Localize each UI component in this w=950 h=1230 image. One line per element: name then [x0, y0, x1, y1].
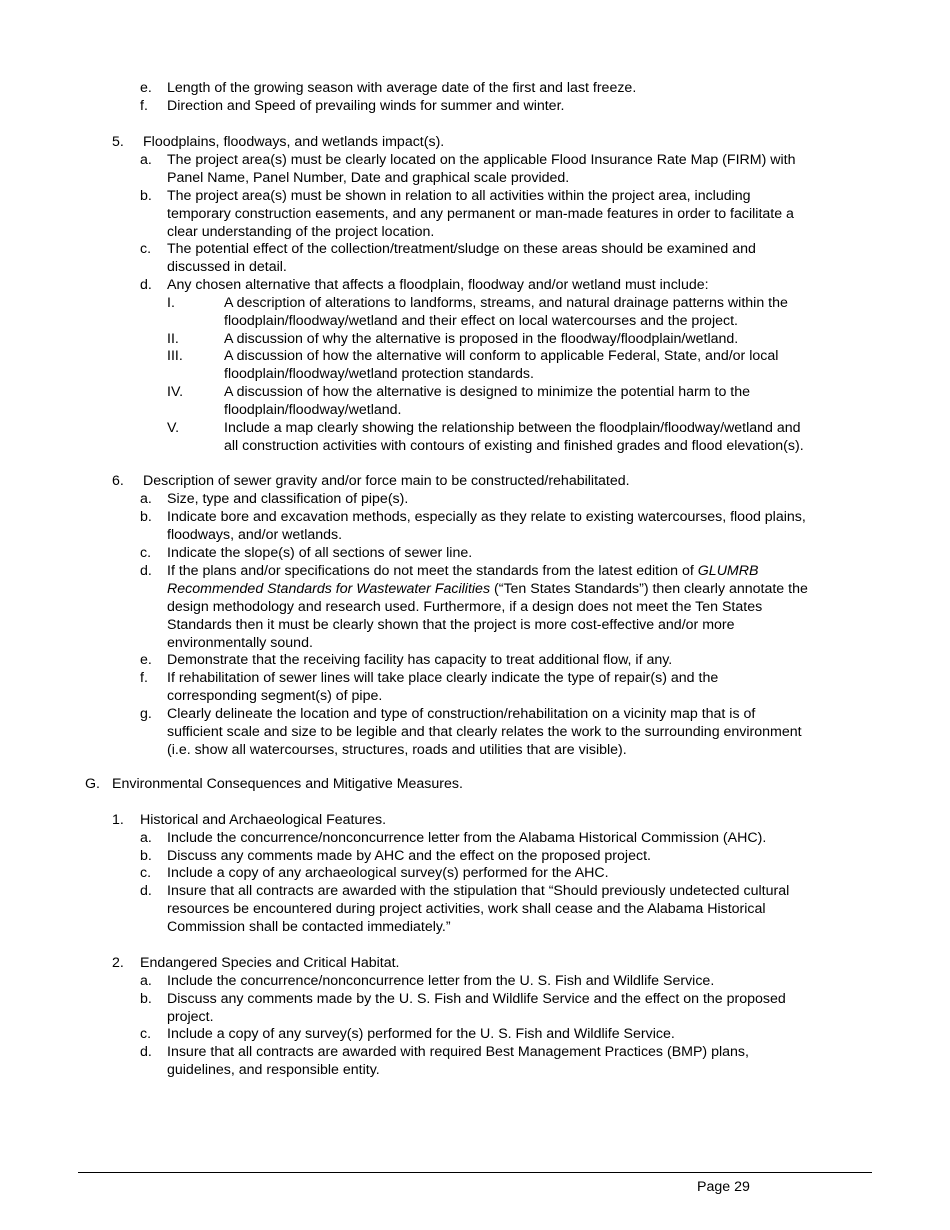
roman-marker: IV.	[167, 384, 184, 400]
item-text: The potential effect of the collection/treatment/sludge on these areas should be examined and	[167, 241, 756, 257]
item-marker: a.	[140, 830, 152, 846]
item-marker: b.	[140, 991, 152, 1007]
item-marker: b.	[140, 848, 152, 864]
item-text: resources be encountered during project activities, work shall cease and the Alabama Historical	[167, 901, 766, 917]
citation-title: GLUMRB	[697, 563, 759, 579]
item-text: Standards then it must be clearly shown that the project is more cost-effective and/or more	[167, 617, 735, 633]
item-text: floodplain/floodway/wetland.	[224, 402, 402, 418]
item-text: A discussion of why the alternative is proposed in the floodway/floodplain/wetland.	[224, 331, 739, 347]
item-text: A discussion of how the alternative is designed to minimize the potential harm to the	[224, 384, 751, 400]
item-text: Size, type and classification of pipe(s).	[167, 491, 409, 507]
item-text: corresponding segment(s) of pipe.	[167, 688, 383, 704]
item-text: Include the concurrence/nonconcurrence letter from the U. S. Fish and Wildlife Service.	[167, 973, 715, 989]
section-heading: Floodplains, floodways, and wetlands impact(s).	[143, 134, 445, 150]
item-text: Discuss any comments made by AHC and the effect on the proposed project.	[167, 848, 651, 864]
section-heading: Description of sewer gravity and/or force main to be constructed/rehabilitated.	[143, 473, 630, 489]
item-text: Include a map clearly showing the relationship between the floodplain/floodway/wetland and	[224, 420, 801, 436]
item-text: Panel Name, Panel Number, Date and graphical scale provided.	[167, 170, 570, 186]
item-text: guidelines, and responsible entity.	[167, 1062, 380, 1078]
item-text: Clearly delineate the location and type of construction/rehabilitation on a vicinity map that is of	[167, 706, 756, 722]
section-number: 1.	[112, 812, 124, 828]
section-letter: G.	[85, 776, 100, 792]
item-text: Indicate bore and excavation methods, especially as they relate to existing watercourses, flood plains,	[167, 509, 806, 525]
item-text: Demonstrate that the receiving facility has capacity to treat additional flow, if any.	[167, 652, 673, 668]
item-marker: c.	[140, 545, 152, 561]
item-text: A discussion of how the alternative will conform to applicable Federal, State, and/or local	[224, 348, 779, 364]
item-text: discussed in detail.	[167, 259, 287, 275]
item-text: design methodology and research used. Furthermore, if a design does not meet the Ten States	[167, 599, 763, 615]
item-text: temporary construction easements, and any permanent or man-made features in order to facilitate a	[167, 206, 794, 222]
citation-title: Recommended Standards for Wastewater Facilities	[167, 581, 491, 597]
item-text: The project area(s) must be shown in relation to all activities within the project area, including	[167, 188, 751, 204]
footer-divider	[78, 1172, 872, 1173]
item-text: Indicate the slope(s) of all sections of sewer line.	[167, 545, 473, 561]
section-number: 5.	[112, 134, 124, 150]
section-heading: Endangered Species and Critical Habitat.	[140, 955, 400, 971]
item-text: Discuss any comments made by the U. S. Fish and Wildlife Service and the effect on the proposed	[167, 991, 786, 1007]
item-text: sufficient scale and size to be legible and that clearly relates the work to the surrounding environment	[167, 724, 802, 740]
item-text: (i.e. show all watercourses, structures, roads and utilities that are visible).	[167, 742, 627, 758]
item-marker: a.	[140, 152, 152, 168]
item-marker: a.	[140, 973, 152, 989]
item-marker: d.	[140, 1044, 152, 1060]
item-text: floodways, and/or wetlands.	[167, 527, 343, 543]
item-text: project.	[167, 1009, 214, 1025]
item-marker: f.	[140, 670, 148, 686]
section-heading: Historical and Archaeological Features.	[140, 812, 387, 828]
item-marker: b.	[140, 188, 152, 204]
item-marker: d.	[140, 277, 152, 293]
roman-marker: III.	[167, 348, 183, 364]
roman-marker: V.	[167, 420, 180, 436]
item-marker: c.	[140, 1026, 152, 1042]
item-marker: e.	[140, 80, 152, 96]
item-text: clear understanding of the project location.	[167, 224, 435, 240]
item-text: The project area(s) must be clearly located on the applicable Flood Insurance Rate Map (FIRM) with	[167, 152, 796, 168]
item-marker: c.	[140, 865, 152, 881]
item-marker: f.	[140, 98, 148, 114]
roman-marker: I.	[167, 295, 175, 311]
item-text: Commission shall be contacted immediately.”	[167, 919, 451, 935]
item-text: Include the concurrence/nonconcurrence letter from the Alabama Historical Commission (AHC).	[167, 830, 767, 846]
item-marker: e.	[140, 652, 152, 668]
item-marker: b.	[140, 509, 152, 525]
roman-marker: II.	[167, 331, 179, 347]
item-text: floodplain/floodway/wetland protection standards.	[224, 366, 534, 382]
item-marker: d.	[140, 563, 152, 579]
item-text: environmentally sound.	[167, 635, 313, 651]
section-number: 6.	[112, 473, 124, 489]
item-marker: c.	[140, 241, 152, 257]
item-text: Direction and Speed of prevailing winds for summer and winter.	[167, 98, 565, 114]
item-text: If rehabilitation of sewer lines will take place clearly indicate the type of repair(s) and the	[167, 670, 719, 686]
item-text: If the plans and/or specifications do not meet the standards from the latest edition of GLUMRB	[167, 563, 759, 579]
item-text: floodplain/floodway/wetland and their effect on local watercourses and the project.	[224, 313, 738, 329]
section-heading: Environmental Consequences and Mitigative Measures.	[112, 776, 463, 792]
item-marker: g.	[140, 706, 152, 722]
item-text: Length of the growing season with average date of the first and last freeze.	[167, 80, 637, 96]
item-text: Recommended Standards for Wastewater Facilities (“Ten States Standards”) then clearly annotate the	[167, 581, 808, 597]
item-text: Include a copy of any survey(s) performed for the U. S. Fish and Wildlife Service.	[167, 1026, 675, 1042]
section-number: 2.	[112, 955, 124, 971]
item-text: Include a copy of any archaeological survey(s) performed for the AHC.	[167, 865, 609, 881]
item-text: all construction activities with contours of existing and finished grades and flood elevation(s).	[224, 438, 804, 454]
item-text: Insure that all contracts are awarded with required Best Management Practices (BMP) plans,	[167, 1044, 749, 1060]
item-text: Any chosen alternative that affects a floodplain, floodway and/or wetland must include:	[167, 277, 709, 293]
item-marker: a.	[140, 491, 152, 507]
item-text: Insure that all contracts are awarded with the stipulation that “Should previously undetected cultural	[167, 883, 790, 899]
item-text: A description of alterations to landforms, streams, and natural drainage patterns within the	[224, 295, 788, 311]
page-number: Page 29	[697, 1179, 750, 1195]
item-marker: d.	[140, 883, 152, 899]
